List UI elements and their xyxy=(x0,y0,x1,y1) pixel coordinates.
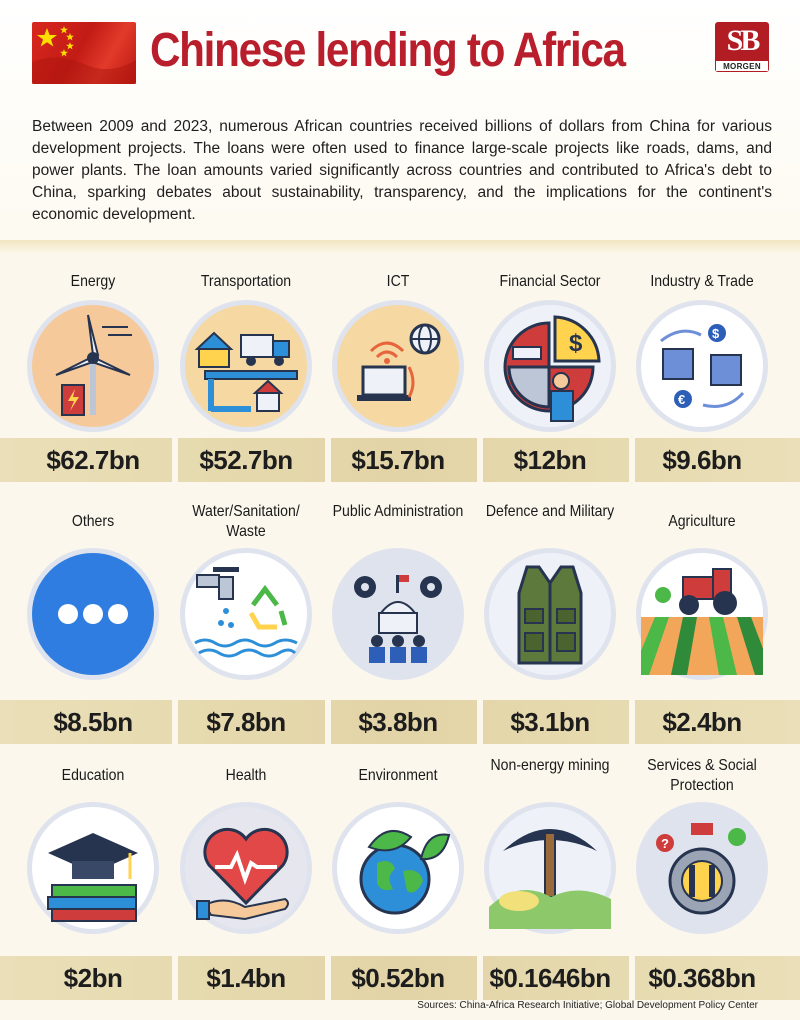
amount-value: $8.5bn xyxy=(53,707,133,737)
brand-logo xyxy=(715,22,769,72)
heart-pulse-icon xyxy=(180,802,312,934)
category-label: Environment xyxy=(358,767,438,784)
logo-subtitle: MORGEN xyxy=(715,60,769,72)
laptop-wifi-icon xyxy=(332,300,464,432)
amount-value: $0.1646bn xyxy=(489,963,611,993)
category-label: Industry & Trade xyxy=(650,273,754,290)
amount-value: $9.6bn xyxy=(662,445,742,475)
category-label: Transportation xyxy=(200,273,292,290)
page-title: Chinese lending to Africa xyxy=(150,24,625,77)
category-label: Non-energy mining xyxy=(490,757,610,774)
amount-value: $52.7bn xyxy=(199,445,293,475)
more-dots-icon xyxy=(27,548,159,680)
svg-text:$: $ xyxy=(569,330,583,357)
truck-icon xyxy=(180,300,312,432)
pickaxe-icon xyxy=(484,802,616,934)
amount-value: $15.7bn xyxy=(351,445,445,475)
logo-mark: SB xyxy=(726,24,758,57)
amount-value: $3.1bn xyxy=(510,707,590,737)
header-divider xyxy=(0,240,800,254)
amount-value: $12bn xyxy=(513,445,587,475)
category-label: Defence and Military xyxy=(485,503,615,520)
category-label: Energy xyxy=(70,273,116,290)
amount-value: $2bn xyxy=(63,963,123,993)
category-label: Others xyxy=(71,513,115,530)
service-tools-icon xyxy=(636,802,768,934)
header xyxy=(0,0,800,240)
svg-text:?: ? xyxy=(661,836,669,851)
svg-text:$: $ xyxy=(712,326,720,341)
government-building-icon xyxy=(332,548,464,680)
finance-chart-icon xyxy=(484,300,616,432)
tractor-icon xyxy=(636,548,768,680)
amount-value: $1.4bn xyxy=(206,963,286,993)
source-note: Sources: China-Africa Research Initiative; Global Development Policy Center xyxy=(417,1000,758,1011)
category-label: Services & Social Protection xyxy=(647,757,757,794)
category-label: Financial Sector xyxy=(499,273,601,290)
earth-leaf-icon xyxy=(332,802,464,934)
category-label: Health xyxy=(225,767,267,784)
amount-value: $3.8bn xyxy=(358,707,438,737)
category-label: ICT xyxy=(386,273,410,290)
svg-text:€: € xyxy=(678,392,686,407)
category-label: Education xyxy=(61,767,125,784)
intro-paragraph: Between 2009 and 2023, numerous African countries received billions of dollars from China for various development projects. The loans were often used to finance large-scale projects like roads, dams, and power plants. The loan amounts varied significantly across countries and contributed to Africa's debt to China, sparking debates about sustainability, transparency, and the implications for the continent's economic development. xyxy=(32,118,772,223)
trade-boxes-icon xyxy=(636,300,768,432)
category-label: Agriculture xyxy=(668,513,736,530)
amount-value: $0.52bn xyxy=(351,963,445,993)
graduation-cap-icon xyxy=(27,802,159,934)
category-label: Public Administration xyxy=(332,503,464,520)
amount-value: $0.368bn xyxy=(648,963,756,993)
china-flag-icon xyxy=(32,22,136,84)
water-tap-icon xyxy=(180,548,312,680)
amount-value: $2.4bn xyxy=(662,707,742,737)
wind-turbine-icon xyxy=(27,300,159,432)
military-vest-icon xyxy=(484,548,616,680)
amount-value: $7.8bn xyxy=(206,707,286,737)
amount-value: $62.7bn xyxy=(46,445,140,475)
category-label: Water/Sanitation/ Waste xyxy=(192,503,300,540)
